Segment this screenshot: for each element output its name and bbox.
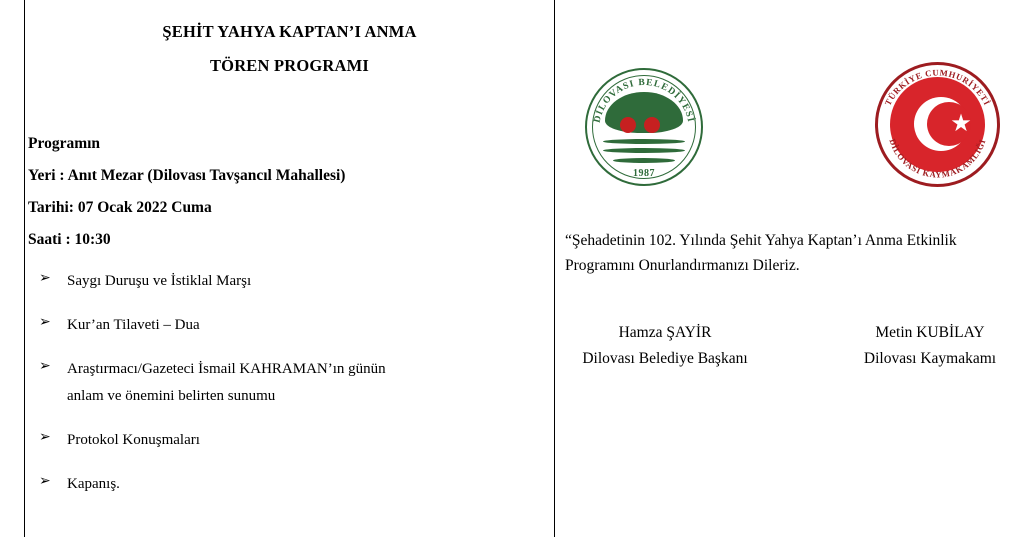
program-time: Saati : 10:30 (28, 231, 111, 248)
svg-text:DİLOVASI KAYMAKAMLIĞI (887, 137, 987, 179)
document-title (25, 22, 554, 76)
list-item (39, 268, 554, 295)
agenda-item-text: Protokol Konuşmaları (67, 432, 200, 448)
governorship-arc-top-label: TÜRKİYE CUMHURİYETİ (882, 67, 993, 108)
list-item (39, 471, 554, 498)
title-line-2: TÖREN PROGRAMI (209, 56, 370, 75)
program-label: Programın (28, 135, 101, 152)
agenda-item-text-line-1: Araştırmacı/Gazeteci İsmail KAHRAMAN’ın günün (67, 361, 386, 377)
governorship-arc-bottom-label: DİLOVASI KAYMAKAMLIĞI (887, 137, 988, 180)
program-date: Tarihi: 07 Ocak 2022 Cuma (28, 199, 212, 216)
signature-mayor (565, 320, 765, 372)
title-line-1: ŞEHİT YAHYA KAPTAN’I ANMA (162, 22, 417, 41)
agenda-item-text (67, 356, 386, 410)
municipality-emblem-icon (585, 68, 703, 186)
agenda-item-text: Kur’an Tilaveti – Dua (67, 317, 200, 333)
svg-text:TÜRKİYE CUMHURİYETİ (883, 67, 993, 107)
list-item (39, 356, 554, 410)
municipality-emblem-arc-label: DİLOVASI BELEDİYESİ (592, 77, 696, 124)
signature-governor (835, 320, 1015, 372)
agenda-item-text: Saygı Duruşu ve İstiklal Marşı (67, 273, 252, 289)
signature-name: Metin KUBİLAY (875, 324, 985, 341)
agenda-item-text-line-2: anlam ve önemini belirten sunumu (67, 388, 276, 404)
invitation-column (555, 0, 1015, 537)
program-column (25, 0, 554, 537)
arrow-bullet-icon: ➢ (39, 315, 51, 330)
program-place: Yeri : Anıt Mezar (Dilovası Tavşancıl Mahallesi) (28, 167, 346, 184)
arrow-bullet-icon: ➢ (39, 271, 51, 286)
star-icon: ★ (950, 111, 972, 137)
arrow-bullet-icon: ➢ (39, 359, 51, 374)
agenda-list (39, 268, 554, 498)
list-item (39, 427, 554, 454)
invitation-line-2: Programını Onurlandırmanızı Dileriz. (565, 257, 800, 274)
program-info (28, 128, 554, 256)
governorship-emblem-arc-text (875, 62, 1000, 187)
list-item (39, 312, 554, 339)
signature-role: Dilovası Kaymakamı (863, 350, 997, 367)
emblem-year: 1987 (633, 168, 655, 179)
agenda-item-text: Kapanış. (67, 476, 120, 492)
signature-name: Hamza ŞAYİR (618, 324, 712, 341)
emblem-row (555, 0, 1015, 200)
signature-role: Dilovası Belediye Başkanı (582, 350, 748, 367)
arrow-bullet-icon: ➢ (39, 474, 51, 489)
arrow-bullet-icon: ➢ (39, 430, 51, 445)
svg-text:DİLOVASI BELEDİYESİ (593, 78, 698, 124)
invitation-line-1: “Şehadetinin 102. Yılında Şehit Yahya Kaptan’ı Anma Etkinlik (565, 232, 957, 249)
invitation-text (565, 228, 1015, 278)
signature-block (555, 320, 1015, 390)
governorship-emblem-icon (875, 62, 1000, 187)
